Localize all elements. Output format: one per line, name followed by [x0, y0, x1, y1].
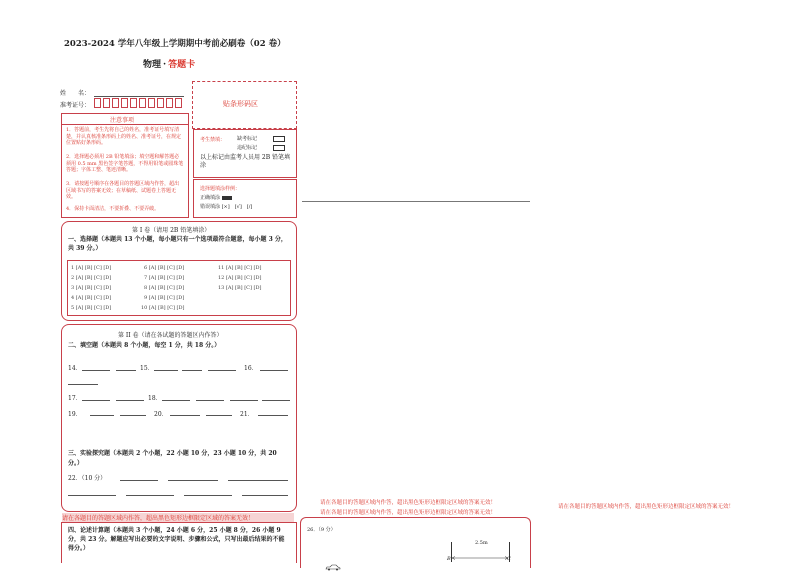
section2-title: 第 II 卷（请在各试题的答题区内作答）	[118, 332, 223, 339]
q19-blank[interactable]	[90, 415, 114, 416]
barcode-label: 贴条形码区	[223, 100, 258, 108]
name-field[interactable]	[94, 96, 184, 97]
warning-mid-2: 请在各题目的答题区域内作答，超出黑色矩形边框限定区域的答案无效！	[320, 510, 497, 516]
page-title: 2023-2024 学年八年级上学期期中考前必刷卷（02 卷）	[64, 39, 286, 49]
mcq-area	[67, 260, 291, 316]
car-icon	[325, 556, 341, 562]
notes-item-2: 2．选择题必须用 2B 铅笔填涂；填空题和解答题必须用 0.5 mm 黑色签字笔答题，不得用铅笔或圆珠笔答题；字体工整、笔迹清晰。	[66, 154, 184, 173]
mid-divider	[302, 201, 530, 202]
barcode-area	[192, 81, 297, 129]
mcq-q1[interactable]: 1 [A] [B] [C] [D]	[71, 265, 112, 271]
distance-label: 2.5m	[475, 540, 488, 546]
mcq-q3[interactable]: 3 [A] [B] [C] [D]	[71, 285, 112, 291]
calc-box	[61, 522, 297, 563]
q19-blank-2[interactable]	[120, 415, 146, 416]
q18-label: 18．	[148, 395, 162, 402]
mcq-q5[interactable]: 5 [A] [B] [C] [D]	[71, 305, 112, 311]
q18-blank-3[interactable]	[230, 400, 258, 401]
absent-label: 缺考标记	[237, 135, 285, 142]
q19-label: 19．	[68, 411, 82, 418]
notes-item-4: 4．保持卡面清洁，不要折叠、不要弄破。	[66, 206, 160, 212]
q22-blank-6[interactable]	[184, 495, 232, 496]
q22-label: 22．（10 分）	[68, 475, 107, 482]
fill-correct: 正确填涂	[200, 194, 232, 201]
q17-label: 17．	[68, 395, 82, 402]
fill-wrong: 错误填涂 [×] [√] [/]	[200, 204, 253, 210]
fill-example-box	[193, 179, 297, 218]
fill-title: 二、填空题（本题共 8 个小题，每空 1 分，共 18 分。）	[68, 342, 221, 349]
section2-box	[61, 324, 297, 512]
notes-item-1: 1．答题前，考生先将自己的姓名，准考证号填写清楚，并认真核准条形码上的姓名、准考证号，在规定位置贴好条形码。	[66, 127, 182, 146]
absent-mark[interactable]	[273, 136, 285, 142]
mcq-q12[interactable]: 12 [A] [B] [C] [D]	[218, 275, 262, 281]
q16-blank[interactable]	[260, 370, 288, 371]
notes-title: 注意事项	[110, 117, 135, 124]
mcq-q10[interactable]: 10 [A] [B] [C] [D]	[141, 305, 185, 311]
q15-blank-3[interactable]	[208, 370, 236, 371]
mcq-q7[interactable]: 7 [A] [B] [C] [D]	[144, 275, 185, 281]
exp-title: 三、实验探究题（本题共 2 个小题，22 小题 10 分，23 小题 10 分，共 20 分。）	[68, 450, 277, 467]
warning-left: 请在各题目的答题区域内作答，超出黑色矩形边框限定区域的答案无效！	[62, 513, 294, 522]
q20-blank[interactable]	[170, 415, 200, 416]
q16-label: 16．	[244, 365, 258, 372]
q26-box	[300, 517, 531, 568]
q22-blank[interactable]	[120, 480, 158, 481]
q18-blank-2[interactable]	[196, 400, 224, 401]
subject-title: 物理 · 答题卡	[143, 60, 196, 70]
mcq-q6[interactable]: 6 [A] [B] [C] [D]	[144, 265, 185, 271]
q15-blank[interactable]	[154, 370, 178, 371]
section1-desc: 一、选择题（本题共 13 个小题，每小题只有一个选项最符合题意，每小题 3 分，共 39 分。）	[68, 236, 287, 252]
q22-blank-3[interactable]	[228, 480, 288, 481]
mcq-q9[interactable]: 9 [A] [B] [C] [D]	[144, 295, 185, 301]
calc-title: 四、论述计算题（本题共 3 个小题，24 小题 6 分，25 小题 8 分，26 小题 9 分，共 23 分。解题应写出必要的文字说明、步骤和公式，只写出最后结果的不能得分。）	[68, 527, 285, 552]
id-label: 准考证号：	[60, 102, 91, 109]
q18-blank-4[interactable]	[262, 400, 290, 401]
point-c: C	[507, 556, 511, 562]
violation-label: 违纪标记	[237, 144, 285, 151]
q17-blank[interactable]	[82, 400, 110, 401]
q26-label: 26．（9 分）	[307, 527, 336, 533]
examiner-label: 考生禁填：	[200, 137, 226, 143]
notes-item-3: 3．请按题号顺序在各题目的答题区域内作答，超出区域书写的答案无效；在草稿纸、试题卷上答题无效。	[66, 181, 180, 200]
q20-label: 20．	[154, 411, 168, 418]
examiner-note: 以上标记由监考人员用 2B 铅笔填涂	[200, 154, 291, 169]
q14-blank[interactable]	[82, 370, 110, 371]
q21-blank[interactable]	[258, 415, 288, 416]
id-grid[interactable]	[94, 98, 185, 108]
q22-blank-2[interactable]	[168, 480, 218, 481]
q16-blank-2[interactable]	[68, 384, 98, 385]
q20-blank-2[interactable]	[206, 415, 232, 416]
section1-box	[61, 221, 297, 321]
mcq-q11[interactable]: 11 [A] [B] [C] [D]	[218, 265, 262, 271]
mcq-q13[interactable]: 13 [A] [B] [C] [D]	[218, 285, 262, 291]
q15-blank-2[interactable]	[182, 370, 202, 371]
name-label: 姓 名：	[60, 90, 91, 97]
warning-mid-1: 请在各题目的答题区域内作答，超出黑色矩形边框限定区域的答案无效！	[320, 500, 497, 506]
warning-right: 请在各题目的答题区域内作答，超出黑色矩形边框限定区域的答案无效！	[558, 504, 735, 510]
q21-label: 21．	[240, 411, 254, 418]
q22-blank-7[interactable]	[242, 495, 288, 496]
distance-arrow	[451, 546, 509, 552]
mcq-q8[interactable]: 8 [A] [B] [C] [D]	[144, 285, 185, 291]
q14-blank-2[interactable]	[116, 370, 136, 371]
solid-mark	[222, 196, 232, 200]
point-b: B	[447, 556, 451, 562]
notes-box	[61, 113, 189, 218]
q17-blank-2[interactable]	[116, 400, 144, 401]
mcq-q2[interactable]: 2 [A] [B] [C] [D]	[71, 275, 112, 281]
fill-example-title: 选择题填涂样例：	[200, 186, 241, 192]
section1-title: 第 I 卷（请用 2B 铅笔填涂）	[132, 227, 211, 234]
q22-blank-5[interactable]	[126, 495, 174, 496]
q18-blank[interactable]	[162, 400, 190, 401]
tick-b	[451, 542, 452, 562]
violation-mark[interactable]	[273, 145, 285, 151]
examiner-box	[193, 129, 297, 178]
q14-label: 14．	[68, 365, 82, 372]
q15-label: 15．	[140, 365, 154, 372]
q22-blank-4[interactable]	[68, 495, 116, 496]
mcq-q4[interactable]: 4 [A] [B] [C] [D]	[71, 295, 112, 301]
